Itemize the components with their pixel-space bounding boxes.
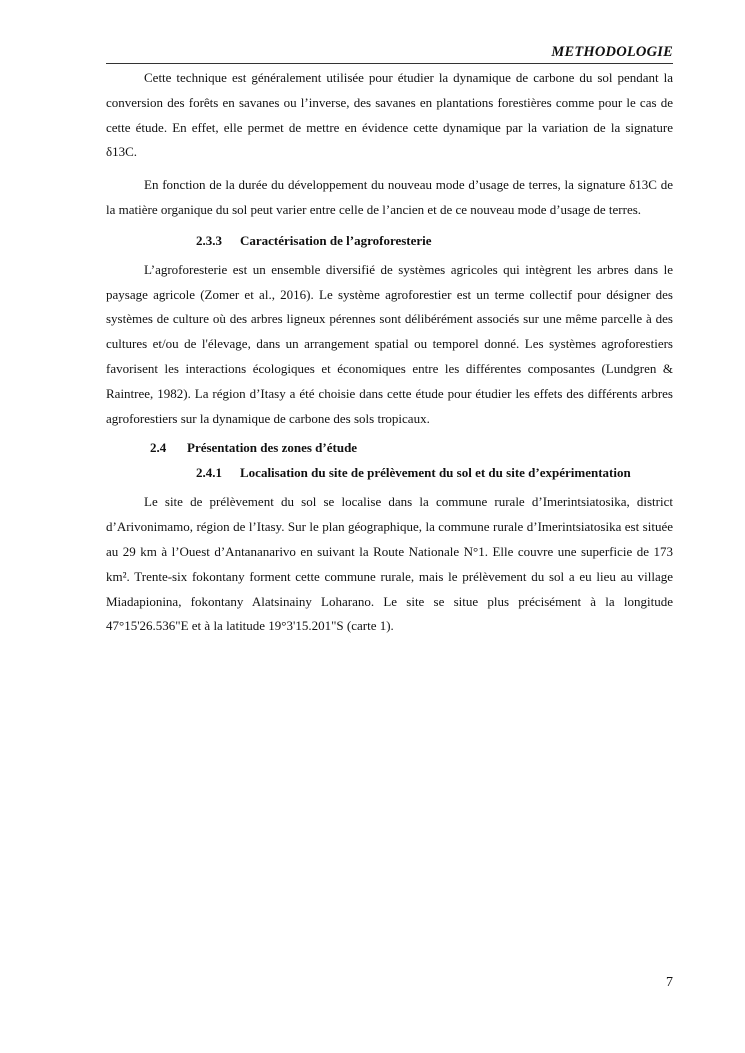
heading-2-4-1 — [106, 461, 673, 485]
heading-2-3-3 — [106, 229, 673, 253]
heading-number: 2.4.1 — [196, 465, 222, 481]
paragraph-localisation: Le site de prélèvement du sol se localise dans la commune rurale d’Imerintsiatosika, district d’Arivonimamo, région de l’Itasy. Sur le plan géographique, la commune rurale d’Imerintsiatosika est située au 29 km à l’Ouest d’Antananarivo en suivant la Route Nationale N°1. Elle couvre une superficie de 173 km². Trente-six fokontany forment cette commune rurale, mais le prélèvement du sol a eu lieu au village Miadapionina, fokontany Alatsinainy Loharano. Le site se situe plus précisément à la longitude 47°15'26.536"E et à la latitude 19°3'15.201"S (carte 1). — [106, 494, 673, 634]
paragraph-agroforesterie: L’agroforesterie est un ensemble diversifié de systèmes agricoles qui intègrent les arbres dans le paysage agricole (Zomer et al., 2016). Le système agroforestier est un terme collectif pour désigner des systèmes de culture où des arbres ligneux pérennes sont délibérément associés sur une même parcelle à des cultures et/ou de l'élevage, dans un arrangement spatial ou temporel donné. Les systèmes agroforestiers favorisent les interactions écologiques et économiques entre les différentes composantes (Lundgren & Raintree, 1982). La région d’Itasy a été choisie dans cette étude pour étudier les effets des différents arbres agroforestiers sur la dynamique de carbone des sols tropicaux. — [106, 261, 673, 426]
paragraph-signature: En fonction de la durée du développement du nouveau mode d’usage de terres, la signature δ13C de la matière organique du sol peut varier entre celle de l’ancien et de ce nouveau mode d’usage de terres. — [106, 177, 673, 217]
heading-2-4 — [106, 436, 673, 460]
page-number: 7 — [666, 975, 673, 990]
heading-text: Localisation du site de prélèvement du sol et du site d’expérimentation — [240, 465, 631, 481]
paragraph-technique: Cette technique est généralement utilisée pour étudier la dynamique de carbone du sol pendant la conversion des forêts en savanes ou l’inverse, des savanes en plantations forestières comme pour le cas de cette étude. En effet, elle permet de mettre en évidence cette dynamique par la variation de la signature δ13C. — [106, 70, 673, 160]
header-divider — [106, 63, 673, 64]
heading-text: Présentation des zones d’étude — [187, 440, 358, 456]
page-body — [106, 66, 673, 639]
heading-number: 2.4 — [150, 440, 167, 456]
running-header: METHODOLOGIE — [551, 44, 673, 60]
heading-number: 2.3.3 — [196, 232, 222, 248]
heading-text: Caractérisation de l’agroforesterie — [240, 232, 432, 248]
